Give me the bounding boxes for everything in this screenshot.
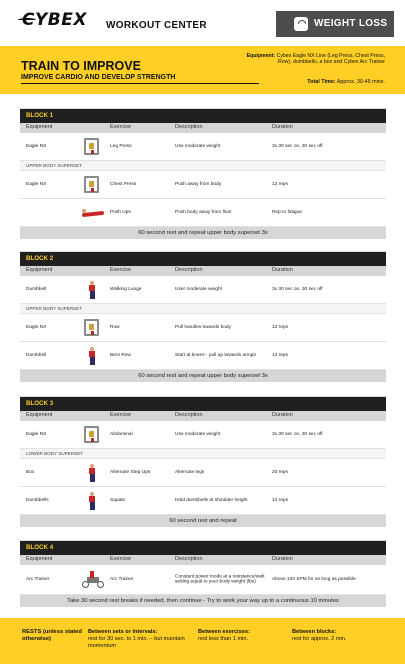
column-headers: [20, 266, 386, 276]
col-duration: Duration: [272, 267, 293, 274]
rests-title: RESTS (unless stated otherwise): [22, 629, 82, 642]
row-exercise: Push Ups: [110, 209, 131, 215]
rest-exercises-label: Between exercises:: [198, 629, 250, 635]
table-row: [20, 314, 386, 342]
row-exercise: Leg Press: [110, 143, 132, 149]
superset-label: LOWER BODY SUPERSET: [20, 449, 386, 459]
row-exercise: Abdominal: [110, 431, 133, 437]
rest-sets-label: Between sets or intervals:: [88, 629, 158, 635]
rest-between-sets: [88, 629, 188, 649]
block-footer: 60 second rest and repeat upper body superset 3x: [20, 370, 386, 382]
row-duration: Rep to fatigue: [272, 209, 302, 215]
row-equipment: Dumbbell: [26, 286, 47, 292]
row-equipment: Eagle NX: [26, 143, 47, 149]
program-label: WEIGHT LOSS: [314, 18, 388, 29]
row-exercise: Chest Press: [110, 181, 137, 187]
block-1: [20, 108, 386, 239]
table-row: [20, 487, 386, 515]
superset-label: UPPER BODY SUPERSET: [20, 161, 386, 171]
chest-press-machine-icon: [82, 175, 102, 195]
row-equipment: Dumbbell: [26, 352, 47, 358]
block-title: BLOCK 3: [20, 397, 386, 411]
row-equipment: Eagle NX: [26, 431, 47, 437]
block-title: BLOCK 1: [20, 109, 386, 123]
col-exercise: Exercise: [110, 412, 132, 419]
col-duration: Duration: [272, 412, 293, 419]
total-time-label: Total Time:: [307, 79, 336, 85]
abdominal-machine-icon: [82, 425, 102, 445]
col-description: Description: [175, 124, 203, 131]
row-exercise: Walking Lunge: [110, 286, 142, 292]
table-row: [20, 199, 386, 227]
title-banner: [0, 46, 405, 94]
row-description: Hold dumbbells at shoulder height: [175, 497, 248, 503]
bent-row-figure-icon: [82, 346, 102, 366]
row-duration: 12 reps: [272, 497, 288, 503]
row-machine-icon: [82, 318, 102, 338]
row-duration: 12 reps: [272, 181, 288, 187]
squat-figure-icon: [82, 491, 102, 511]
rest-between-blocks: [292, 629, 387, 643]
section-title: WORKOUT CENTER: [106, 20, 207, 31]
table-row: [20, 342, 386, 370]
page-subtitle: IMPROVE CARDIO AND DEVELOP STRENGTH: [21, 74, 176, 81]
row-description: Use moderate weight: [175, 431, 221, 437]
rest-sets-value: rest for 30 sec. to 1 min. – but maintain momentum: [88, 635, 185, 649]
table-row: [20, 459, 386, 487]
col-duration: Duration: [272, 556, 293, 563]
row-exercise: Squats: [110, 497, 125, 503]
block-3: [20, 396, 386, 527]
equipment-value: Cybex Eagle NX Line (Leg Press, Chest Press, Row), dumbbells, a box and Cybex Arc Trainer: [276, 53, 385, 66]
row-duration: 20 reps: [272, 469, 288, 475]
col-equipment: Equipment: [26, 412, 53, 419]
table-row: [20, 276, 386, 304]
row-equipment: Box: [26, 469, 35, 475]
col-duration: Duration: [272, 124, 293, 131]
column-headers: [20, 555, 386, 565]
arc-trainer-icon: [82, 570, 102, 590]
col-equipment: Equipment: [26, 267, 53, 274]
row-description: User moderate weight: [175, 286, 222, 292]
col-equipment: Equipment: [26, 124, 53, 131]
row-equipment: Eagle NX: [26, 181, 47, 187]
superset-label: UPPER BODY SUPERSET: [20, 304, 386, 314]
column-headers: [20, 123, 386, 133]
block-footer: 60 second rest and repeat upper body superset 3x: [20, 227, 386, 239]
leg-press-machine-icon: [82, 137, 102, 157]
table-row: [20, 565, 386, 595]
rests-panel: [0, 618, 405, 664]
row-equipment: Dumbbells: [26, 497, 49, 503]
row-duration: 12 reps: [272, 324, 288, 330]
push-up-figure-icon: [82, 203, 102, 223]
col-exercise: Exercise: [110, 556, 132, 563]
row-duration: 12 reps: [272, 352, 288, 358]
row-description: Alternate legs: [175, 469, 205, 475]
block-footer: Take 30 second rest breaks if needed, then continue - Try to work your way up to a continuous 10 minutes: [20, 595, 386, 607]
page-title: TRAIN TO IMPROVE: [21, 59, 141, 73]
col-exercise: Exercise: [110, 124, 132, 131]
row-description: Pull handles towards body: [175, 324, 231, 330]
row-exercise: Arc Trainer: [110, 576, 134, 582]
rest-blocks-label: Between blocks:: [292, 629, 337, 635]
col-description: Description: [175, 412, 203, 419]
block-footer: 60 second rest and repeat: [20, 515, 386, 527]
rest-between-exercises: [198, 629, 286, 643]
step-up-figure-icon: [82, 463, 102, 483]
total-time: [307, 79, 385, 85]
equipment-label: Equipment:: [246, 53, 276, 59]
table-row: [20, 171, 386, 199]
row-exercise: Alternate Step Ups: [110, 469, 151, 475]
row-duration: Above 120 SPM for as long as possible: [272, 576, 356, 582]
row-exercise: Row: [110, 324, 120, 330]
row-description: Use moderate weight: [175, 143, 221, 149]
subtitle-underline: [21, 83, 259, 84]
scale-icon: [294, 17, 308, 31]
col-equipment: Equipment: [26, 556, 53, 563]
cybex-logo: CYBEX: [22, 10, 87, 30]
row-description: Push body away from floor: [175, 209, 232, 215]
row-duration: 3x 30 sec on, 30 sec off: [272, 286, 323, 292]
column-headers: [20, 411, 386, 421]
logo-swoosh-icon: [18, 18, 36, 22]
col-description: Description: [175, 556, 203, 563]
equipment-info: [240, 53, 385, 66]
block-title: BLOCK 2: [20, 252, 386, 266]
lunge-figure-icon: [82, 280, 102, 300]
col-exercise: Exercise: [110, 267, 132, 274]
row-description: Push away from body: [175, 181, 222, 187]
program-badge: [276, 11, 394, 37]
block-title: BLOCK 4: [20, 541, 386, 555]
rest-exercises-value: rest less than 1 min.: [198, 635, 249, 642]
row-duration: 3x 30 sec on, 30 sec off: [272, 431, 323, 437]
row-exercise: Bent Row: [110, 352, 131, 358]
row-description: Start at knees - pull up towards armpit: [175, 352, 256, 358]
rest-blocks-value: rest for approx. 2 min.: [292, 635, 347, 642]
table-row: [20, 421, 386, 449]
col-description: Description: [175, 267, 203, 274]
row-description: Constant power mode at a resistance/watt setting equal to your body weight (lbs): [175, 573, 265, 585]
row-equipment: Arc Trainer: [26, 576, 50, 582]
block-2: [20, 251, 386, 382]
block-4: [20, 540, 386, 607]
table-row: [20, 133, 386, 161]
header: [0, 0, 405, 42]
row-duration: 3x 30 sec on, 30 sec off: [272, 143, 323, 149]
row-equipment: Eagle NX: [26, 324, 47, 330]
total-time-value: Approx. 30-45 mins.: [336, 79, 385, 85]
